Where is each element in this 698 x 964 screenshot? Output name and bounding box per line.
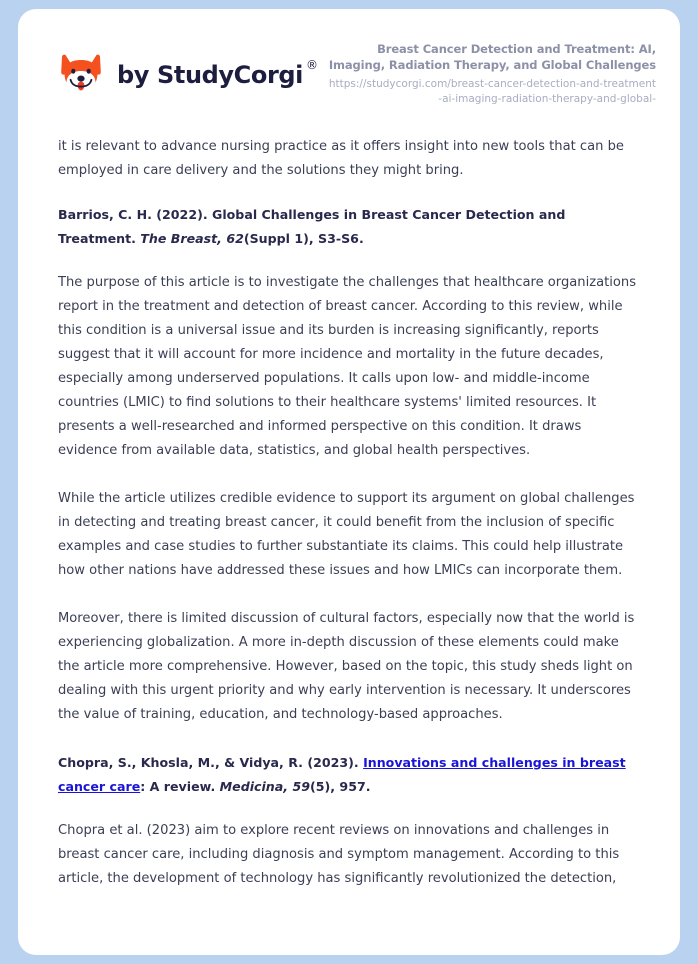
document-body: [18, 135, 680, 891]
citation-barrios-tail: (Suppl 1), S3-S6.: [243, 231, 364, 246]
document-url: https://studycorgi.com/breast-cancer-detection-and-treatment-ai-imaging-radiation-therapy-and-global-: [328, 78, 656, 105]
citation-chopra-middle: : A review.: [140, 779, 220, 794]
paragraph-barrios-summary: The purpose of this article is to investigate the challenges that healthcare organizations report in the treatment and detection of breast cancer. According to this review, while this condition is a universal issue and its burden is increasing significantly, reports suggest that it will account for more incidence and mortality in the future decades, especially among underserved populations. It calls upon low- and middle-income countries (LMIC) to find solutions to their healthcare systems' limited resources. It presents a well-researched and informed perspective on this condition. It draws evidence from available data, statistics, and global health perspectives.: [58, 275, 637, 458]
paragraph-barrios-critique: While the article utilizes credible evidence to support its argument on global challenges in detecting and treating breast cancer, it could benefit from the inclusion of specific examples and case studies to further substantiate its claims. This could help illustrate how other nations have addressed these issues and how LMICs can incorporate them.: [58, 491, 635, 578]
citation-chopra-link[interactable]: Innovations and challenges in breast cancer care: [58, 755, 626, 794]
citation-chopra-lead: Chopra, S., Khosla, M., & Vidya, R. (2023).: [58, 755, 364, 770]
citation-barrios-journal: The Breast, 62: [140, 231, 244, 246]
citation-chopra-tail: (5), 957.: [309, 779, 371, 794]
registered-trademark-icon: ®: [306, 58, 318, 72]
brand-name-text: by StudyCorgi: [117, 61, 303, 89]
corgi-logo-icon: [58, 51, 104, 99]
citation-chopra-journal: Medicina, 59: [219, 779, 310, 794]
document-header: [18, 9, 680, 135]
citation-barrios: [58, 203, 638, 251]
document-title: Breast Cancer Detection and Treatment: AI, Imaging, Radiation Therapy, and Global Challenges: [328, 42, 656, 72]
studycorgi-brand: [58, 51, 318, 99]
document-meta: [326, 42, 656, 106]
citation-chopra: [58, 751, 638, 799]
paragraph-continued: it is relevant to advance nursing practice as it offers insight into new tools that can be employed in care delivery and the solutions they might bring.: [58, 139, 624, 178]
document-page-card: [18, 9, 680, 955]
brand-name: [117, 58, 318, 89]
paragraph-barrios-moreover: Moreover, there is limited discussion of cultural factors, especially now that the world is experiencing globalization. A more in-depth discussion of these elements could make the article more comprehensive. However, based on the topic, this study sheds light on dealing with this urgent priority and why early intervention is necessary. It underscores the value of training, education, and technology-based approaches.: [58, 611, 635, 722]
citation-barrios-lead: Barrios, C. H. (2022). Global Challenges in Breast Cancer Detection and Treatment.: [58, 207, 566, 246]
paragraph-chopra-summary: Chopra et al. (2023) aim to explore recent reviews on innovations and challenges in breast cancer care, including diagnosis and symptom management. According to this article, the development of technology has significantly revolutionized the detection,: [58, 823, 620, 886]
